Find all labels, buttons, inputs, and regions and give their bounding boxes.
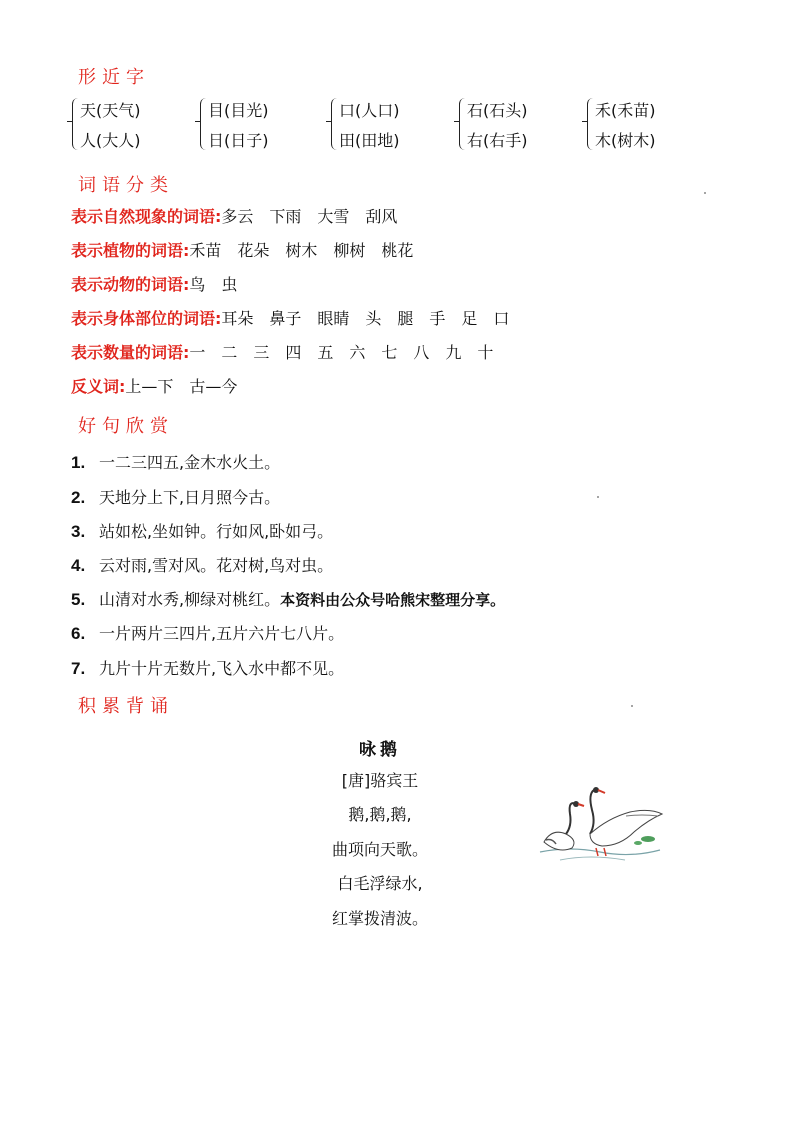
section-heading-word-categories: 词语分类 — [78, 175, 174, 196]
category-words: 一 二 三 四 五 六 七 八 九 十 — [189, 343, 494, 362]
scan-speck — [631, 705, 633, 707]
sentence-text: 站如松,坐如钟。行如风,卧如弓。 — [99, 522, 334, 541]
sentence-number: 6. — [71, 624, 86, 643]
poem-title: 咏鹅 — [359, 740, 401, 760]
pair-bottom: 右(右手) — [467, 131, 528, 150]
poem-line: 鹅,鹅,鹅, — [348, 805, 412, 824]
brace-icon — [459, 98, 466, 150]
swan-illustration — [530, 780, 665, 870]
sentence-item — [71, 519, 333, 542]
sentence-item — [71, 621, 344, 644]
category-label: 表示数量的词语: — [71, 343, 190, 362]
sentence-number: 5. — [71, 590, 86, 609]
category-row — [71, 272, 237, 295]
sentence-item — [71, 587, 505, 610]
sentence-item — [71, 450, 280, 473]
sentence-note: 本资料由公众号哈熊宋整理分享。 — [280, 591, 506, 609]
sentence-number: 7. — [71, 659, 86, 678]
category-row — [71, 374, 237, 397]
pair-top: 石(石头) — [467, 101, 528, 120]
poem-author: [唐]骆宾王 — [341, 771, 419, 790]
sentence-text: 山清对水秀,柳绿对桃红。 — [99, 590, 281, 609]
pair-bottom: 木(树木) — [595, 131, 656, 150]
similar-char-pair — [200, 98, 320, 154]
category-row — [71, 306, 509, 329]
category-label: 表示自然现象的词语: — [71, 207, 222, 226]
sentence-item — [71, 485, 280, 508]
poem-line: 曲项向天歌。 — [331, 840, 428, 859]
category-label: 表示动物的词语: — [71, 275, 190, 294]
section-heading-similar-chars: 形近字 — [78, 67, 150, 88]
sentence-text: 九片十片无数片,飞入水中都不见。 — [99, 659, 345, 678]
poem-line: 白毛浮绿水, — [337, 874, 423, 893]
poem-line: 红掌拨清波。 — [331, 909, 428, 928]
category-row — [71, 238, 413, 261]
sentence-text: 天地分上下,日月照今古。 — [99, 488, 281, 507]
brace-icon — [72, 98, 79, 150]
brace-icon — [200, 98, 207, 150]
similar-char-pair — [459, 98, 579, 154]
sentence-text: 云对雨,雪对风。花对树,鸟对虫。 — [99, 556, 334, 575]
sentence-number: 3. — [71, 522, 86, 541]
category-words: 耳朵 鼻子 眼睛 头 腿 手 足 口 — [221, 309, 510, 328]
scan-speck — [597, 496, 599, 498]
sentence-text: 一片两片三四片,五片六片七八片。 — [99, 624, 345, 643]
brace-icon — [331, 98, 338, 150]
sentence-item — [71, 656, 344, 679]
category-label: 表示身体部位的词语: — [71, 309, 222, 328]
sentence-text: 一二三四五,金木水火土。 — [99, 453, 281, 472]
section-heading-good-sentences: 好句欣赏 — [78, 416, 174, 437]
category-row — [71, 340, 493, 363]
pair-bottom: 田(田地) — [339, 131, 400, 150]
category-words: 禾苗 花朵 树木 柳树 桃花 — [189, 241, 414, 260]
pair-bottom: 日(日子) — [208, 131, 269, 150]
section-heading-recitation: 积累背诵 — [78, 696, 174, 717]
scan-speck — [704, 192, 706, 194]
category-words: 鸟 虫 — [189, 275, 238, 294]
similar-char-pair — [72, 98, 192, 154]
similar-char-pair — [587, 98, 707, 154]
pair-top: 天(天气) — [80, 101, 141, 120]
category-label: 表示植物的词语: — [71, 241, 190, 260]
sentence-number: 4. — [71, 556, 86, 575]
category-row — [71, 204, 397, 227]
sentence-item — [71, 553, 333, 576]
pair-top: 口(人口) — [339, 101, 400, 120]
category-words: 多云 下雨 大雪 刮风 — [221, 207, 398, 226]
pair-top: 禾(禾苗) — [595, 101, 656, 120]
sentence-number: 1. — [71, 453, 86, 472]
pair-bottom: 人(大人) — [80, 131, 141, 150]
sentence-number: 2. — [71, 488, 86, 507]
category-label: 反义词: — [71, 377, 126, 396]
pair-top: 目(目光) — [208, 101, 269, 120]
category-words: 上—下 古—今 — [125, 377, 238, 396]
similar-char-pair — [331, 98, 451, 154]
brace-icon — [587, 98, 594, 150]
